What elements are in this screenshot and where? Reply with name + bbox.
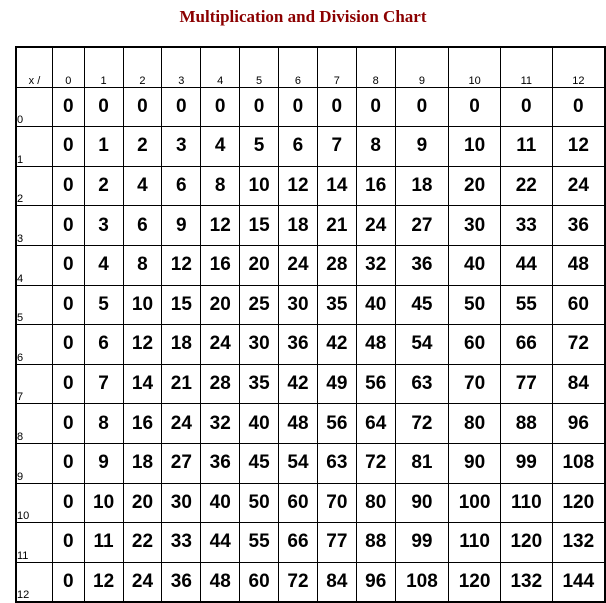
product-cell: 0 (279, 87, 318, 127)
product-cell: 96 (552, 404, 605, 444)
row-header: 9 (16, 443, 52, 483)
product-cell: 36 (279, 325, 318, 365)
table-row (16, 206, 605, 246)
column-header: 5 (240, 47, 279, 87)
product-cell: 32 (356, 245, 395, 285)
product-cell: 9 (162, 206, 201, 246)
product-cell: 0 (52, 245, 84, 285)
product-cell: 72 (279, 562, 318, 602)
product-cell: 72 (552, 325, 605, 365)
product-cell: 99 (395, 523, 449, 563)
product-cell: 0 (52, 206, 84, 246)
product-cell: 12 (552, 127, 605, 167)
product-cell: 28 (201, 364, 240, 404)
product-cell: 33 (162, 523, 201, 563)
product-cell: 9 (395, 127, 449, 167)
product-cell: 11 (500, 127, 552, 167)
product-cell: 110 (449, 523, 501, 563)
product-cell: 2 (84, 166, 123, 206)
product-cell: 24 (552, 166, 605, 206)
product-cell: 132 (500, 562, 552, 602)
page-title: Multiplication and Division Chart (179, 7, 427, 26)
column-header: 7 (317, 47, 356, 87)
table-row (16, 245, 605, 285)
product-cell: 55 (500, 285, 552, 325)
table-row (16, 285, 605, 325)
product-cell: 21 (162, 364, 201, 404)
product-cell: 0 (240, 87, 279, 127)
product-cell: 18 (395, 166, 449, 206)
product-cell: 35 (317, 285, 356, 325)
product-cell: 20 (123, 483, 162, 523)
column-header: 12 (552, 47, 605, 87)
product-cell: 24 (356, 206, 395, 246)
product-cell: 0 (52, 364, 84, 404)
table-row (16, 443, 605, 483)
product-cell: 77 (500, 364, 552, 404)
product-cell: 0 (84, 87, 123, 127)
product-cell: 24 (279, 245, 318, 285)
product-cell: 0 (449, 87, 501, 127)
product-cell: 81 (395, 443, 449, 483)
product-cell: 42 (317, 325, 356, 365)
product-cell: 0 (52, 285, 84, 325)
product-cell: 84 (317, 562, 356, 602)
product-cell: 0 (395, 87, 449, 127)
product-cell: 90 (395, 483, 449, 523)
product-cell: 12 (279, 166, 318, 206)
product-cell: 0 (201, 87, 240, 127)
product-cell: 0 (500, 87, 552, 127)
table-row (16, 562, 605, 602)
product-cell: 60 (449, 325, 501, 365)
product-cell: 30 (279, 285, 318, 325)
product-cell: 1 (84, 127, 123, 167)
product-cell: 10 (449, 127, 501, 167)
product-cell: 14 (123, 364, 162, 404)
product-cell: 49 (317, 364, 356, 404)
product-cell: 36 (552, 206, 605, 246)
product-cell: 30 (240, 325, 279, 365)
product-cell: 45 (395, 285, 449, 325)
product-cell: 0 (52, 523, 84, 563)
product-cell: 7 (84, 364, 123, 404)
product-cell: 12 (84, 562, 123, 602)
column-header: 0 (52, 47, 84, 87)
product-cell: 2 (123, 127, 162, 167)
product-cell: 44 (500, 245, 552, 285)
product-cell: 120 (500, 523, 552, 563)
product-cell: 8 (356, 127, 395, 167)
product-cell: 27 (162, 443, 201, 483)
product-cell: 63 (317, 443, 356, 483)
column-header: 6 (279, 47, 318, 87)
product-cell: 8 (84, 404, 123, 444)
product-cell: 45 (240, 443, 279, 483)
table-row (16, 364, 605, 404)
product-cell: 120 (552, 483, 605, 523)
product-cell: 63 (395, 364, 449, 404)
product-cell: 12 (162, 245, 201, 285)
product-cell: 54 (279, 443, 318, 483)
product-cell: 10 (240, 166, 279, 206)
product-cell: 15 (162, 285, 201, 325)
product-cell: 70 (317, 483, 356, 523)
product-cell: 0 (52, 404, 84, 444)
product-cell: 144 (552, 562, 605, 602)
row-header: 5 (16, 285, 52, 325)
product-cell: 108 (395, 562, 449, 602)
product-cell: 24 (162, 404, 201, 444)
corner-label: x / (16, 47, 52, 87)
product-cell: 88 (500, 404, 552, 444)
product-cell: 84 (552, 364, 605, 404)
product-cell: 21 (317, 206, 356, 246)
product-cell: 60 (279, 483, 318, 523)
product-cell: 27 (395, 206, 449, 246)
product-cell: 0 (52, 127, 84, 167)
product-cell: 110 (500, 483, 552, 523)
product-cell: 15 (240, 206, 279, 246)
row-header: 4 (16, 245, 52, 285)
product-cell: 16 (123, 404, 162, 444)
product-cell: 96 (356, 562, 395, 602)
product-cell: 50 (240, 483, 279, 523)
product-cell: 90 (449, 443, 501, 483)
product-cell: 100 (449, 483, 501, 523)
product-cell: 72 (395, 404, 449, 444)
product-cell: 20 (201, 285, 240, 325)
row-header: 6 (16, 325, 52, 365)
product-cell: 10 (123, 285, 162, 325)
product-cell: 120 (449, 562, 501, 602)
product-cell: 33 (500, 206, 552, 246)
product-cell: 0 (552, 87, 605, 127)
product-cell: 99 (500, 443, 552, 483)
column-header: 9 (395, 47, 449, 87)
product-cell: 16 (201, 245, 240, 285)
product-cell: 0 (162, 87, 201, 127)
row-header: 11 (16, 523, 52, 563)
row-header: 0 (16, 87, 52, 127)
product-cell: 35 (240, 364, 279, 404)
product-cell: 80 (356, 483, 395, 523)
product-cell: 4 (123, 166, 162, 206)
product-cell: 18 (162, 325, 201, 365)
product-cell: 32 (201, 404, 240, 444)
product-cell: 0 (123, 87, 162, 127)
product-cell: 8 (201, 166, 240, 206)
product-cell: 64 (356, 404, 395, 444)
product-cell: 48 (279, 404, 318, 444)
table-row (16, 325, 605, 365)
product-cell: 18 (279, 206, 318, 246)
row-header: 10 (16, 483, 52, 523)
product-cell: 48 (356, 325, 395, 365)
product-cell: 5 (240, 127, 279, 167)
product-cell: 30 (449, 206, 501, 246)
product-cell: 12 (123, 325, 162, 365)
product-cell: 25 (240, 285, 279, 325)
row-header: 1 (16, 127, 52, 167)
product-cell: 0 (52, 443, 84, 483)
product-cell: 0 (52, 483, 84, 523)
header-row (16, 47, 605, 87)
product-cell: 88 (356, 523, 395, 563)
product-cell: 0 (52, 562, 84, 602)
column-header: 4 (201, 47, 240, 87)
product-cell: 4 (201, 127, 240, 167)
product-cell: 6 (162, 166, 201, 206)
product-cell: 56 (356, 364, 395, 404)
table-row (16, 523, 605, 563)
product-cell: 60 (552, 285, 605, 325)
table-row (16, 87, 605, 127)
product-cell: 60 (240, 562, 279, 602)
product-cell: 14 (317, 166, 356, 206)
product-cell: 36 (162, 562, 201, 602)
product-cell: 40 (449, 245, 501, 285)
product-cell: 6 (123, 206, 162, 246)
product-cell: 12 (201, 206, 240, 246)
product-cell: 48 (201, 562, 240, 602)
product-cell: 22 (123, 523, 162, 563)
product-cell: 6 (279, 127, 318, 167)
product-cell: 8 (123, 245, 162, 285)
product-cell: 108 (552, 443, 605, 483)
row-header: 12 (16, 562, 52, 602)
multiplication-table (15, 46, 606, 603)
product-cell: 3 (162, 127, 201, 167)
product-cell: 0 (52, 325, 84, 365)
product-cell: 36 (201, 443, 240, 483)
product-cell: 20 (449, 166, 501, 206)
column-header: 11 (500, 47, 552, 87)
product-cell: 0 (52, 87, 84, 127)
column-header: 3 (162, 47, 201, 87)
product-cell: 66 (500, 325, 552, 365)
product-cell: 40 (356, 285, 395, 325)
product-cell: 40 (201, 483, 240, 523)
product-cell: 40 (240, 404, 279, 444)
product-cell: 54 (395, 325, 449, 365)
product-cell: 55 (240, 523, 279, 563)
product-cell: 0 (52, 166, 84, 206)
table-row (16, 127, 605, 167)
row-header: 8 (16, 404, 52, 444)
product-cell: 70 (449, 364, 501, 404)
product-cell: 22 (500, 166, 552, 206)
table-row (16, 166, 605, 206)
product-cell: 10 (84, 483, 123, 523)
product-cell: 132 (552, 523, 605, 563)
product-cell: 7 (317, 127, 356, 167)
product-cell: 48 (552, 245, 605, 285)
product-cell: 66 (279, 523, 318, 563)
row-header: 7 (16, 364, 52, 404)
table-row (16, 404, 605, 444)
product-cell: 0 (356, 87, 395, 127)
product-cell: 16 (356, 166, 395, 206)
product-cell: 18 (123, 443, 162, 483)
product-cell: 11 (84, 523, 123, 563)
product-cell: 72 (356, 443, 395, 483)
product-cell: 80 (449, 404, 501, 444)
column-header: 10 (449, 47, 501, 87)
product-cell: 5 (84, 285, 123, 325)
column-header: 2 (123, 47, 162, 87)
product-cell: 77 (317, 523, 356, 563)
row-header: 2 (16, 166, 52, 206)
column-header: 8 (356, 47, 395, 87)
product-cell: 3 (84, 206, 123, 246)
product-cell: 56 (317, 404, 356, 444)
product-cell: 9 (84, 443, 123, 483)
product-cell: 42 (279, 364, 318, 404)
product-cell: 0 (317, 87, 356, 127)
table-row (16, 483, 605, 523)
product-cell: 30 (162, 483, 201, 523)
product-cell: 44 (201, 523, 240, 563)
product-cell: 24 (201, 325, 240, 365)
product-cell: 50 (449, 285, 501, 325)
product-cell: 36 (395, 245, 449, 285)
column-header: 1 (84, 47, 123, 87)
product-cell: 28 (317, 245, 356, 285)
product-cell: 20 (240, 245, 279, 285)
product-cell: 4 (84, 245, 123, 285)
product-cell: 24 (123, 562, 162, 602)
product-cell: 6 (84, 325, 123, 365)
row-header: 3 (16, 206, 52, 246)
